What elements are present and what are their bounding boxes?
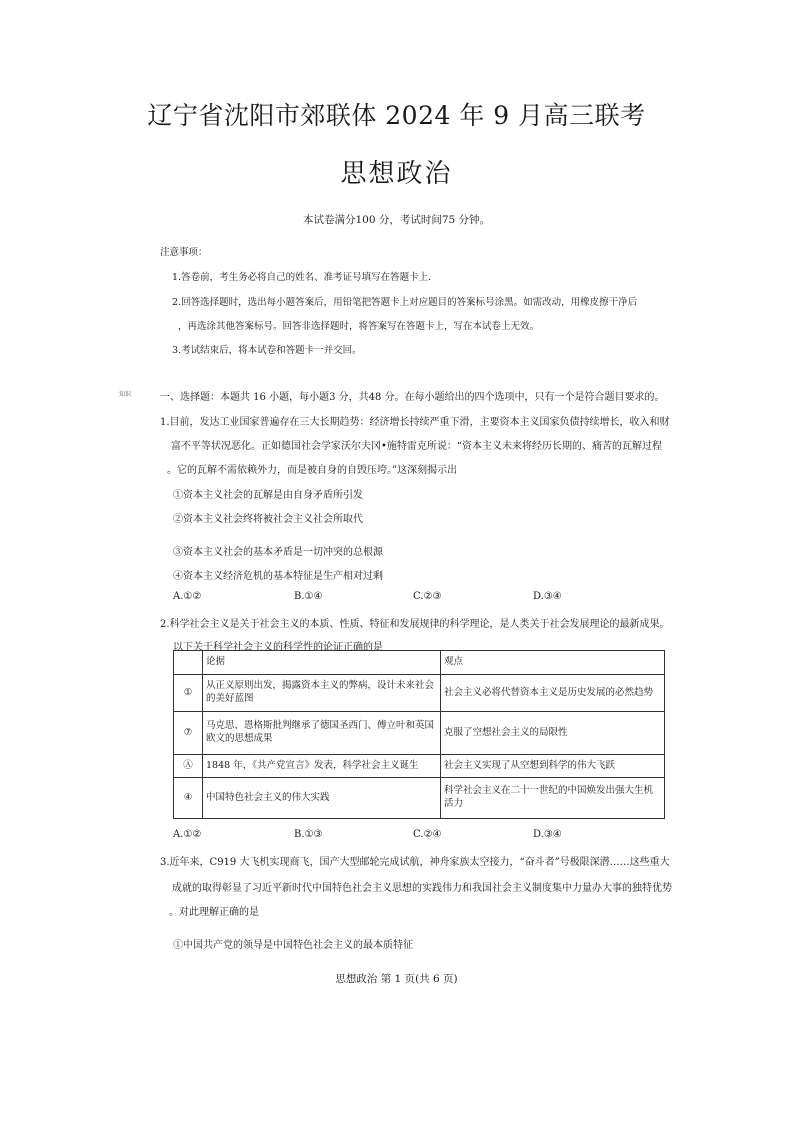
q1-line-2: 富不平等状况恶化。正如德国社会学家沃尔夫冈•施特雷克所说：“资本主义未来将经历长期的、痛苦的瓦解过程 bbox=[171, 441, 663, 452]
q1-statement-1: ①资本主义社会的瓦解是由自身矛盾所引发 bbox=[173, 490, 363, 501]
table-header-num bbox=[174, 651, 203, 675]
margin-note: 知识 bbox=[119, 391, 132, 398]
q2-option-a: A.①② bbox=[173, 829, 202, 840]
q3-statement-1: ①中国共产党的领导是中国特色社会主义的最本质特征 bbox=[173, 940, 413, 951]
row-number: ④ bbox=[174, 778, 203, 819]
q1-option-c: C.②③ bbox=[413, 591, 442, 602]
notice-heading: 注意事项： bbox=[160, 247, 208, 258]
notice-item-1: 1.答卷前，考生务必将自己的姓名、准考证号填写在答题卡上. bbox=[172, 272, 432, 283]
row-number: Ⓐ bbox=[174, 755, 203, 778]
q2-option-d: D.③④ bbox=[533, 829, 562, 840]
row-view: 社会主义实现了从空想到科学的伟大飞跃 bbox=[441, 755, 665, 778]
row-argument: 1848 年，《共产党宣言》发表，科学社会主义诞生 bbox=[203, 755, 441, 778]
section-heading: 一、选择题：本题共 16 小题，每小题3 分，共48 分。在每小题给出的四个选项中，只有一个是符合题目要求的。 bbox=[160, 392, 665, 403]
row-view: 克服了空想社会主义的局限性 bbox=[441, 712, 665, 755]
q1-statement-3: ③资本主义社会的基本矛盾是一切冲突的总根源 bbox=[173, 547, 383, 558]
paper-title: 辽宁省沈阳市郊联体 2024 年 9 月高三联考 bbox=[147, 101, 646, 130]
q1-option-a: A.①② bbox=[173, 591, 202, 602]
q1-statement-2: ②资本主义社会终将被社会主义社会所取代 bbox=[173, 514, 363, 525]
row-argument: 马克思、恩格斯批判继承了德国圣西门、傅立叶和英国欧文的思想成果 bbox=[203, 712, 441, 755]
row-view: 科学社会主义在二十一世纪的中国焕发出强大生机活力 bbox=[441, 778, 665, 819]
q1-option-d: D.③④ bbox=[533, 591, 562, 602]
q2-line-1: 2.科学社会主义是关于社会主义的本质、性质、特征和发展规律的科学理论，是人类关于社会发展理论的最新成果。 bbox=[160, 619, 670, 630]
notice-item-2-cont: ，再选涂其他答案标号。回答非选择题时，将答案写在答题卡上，写在本试卷上无效。 bbox=[178, 321, 540, 332]
q3-line-1: 3.近年来，C919 大飞机实现商飞，国产大型邮轮完成试航，神舟家族太空接力，“奋斗者”号极限深潜……这些重大 bbox=[160, 857, 670, 868]
row-argument: 从正义原则出发，揭露资本主义的弊病，设计未来社会的美好蓝图 bbox=[203, 675, 441, 712]
row-argument: 中国特色社会主义的伟大实践 bbox=[203, 778, 441, 819]
subject-title: 思想政治 bbox=[340, 159, 453, 189]
table-row bbox=[174, 755, 665, 778]
row-number: ⑦ bbox=[174, 712, 203, 755]
table-row bbox=[174, 778, 665, 819]
exam-info: 本试卷满分100 分，考试时间75 分钟。 bbox=[302, 214, 491, 226]
q1-option-b: B.①④ bbox=[294, 591, 323, 602]
q2-line-2: 以下关于科学社会主义的科学性的论证正确的是 bbox=[173, 642, 383, 653]
row-view: 社会主义必将代替资本主义是历史发展的必然趋势 bbox=[441, 675, 665, 712]
table-header-argument: 论据 bbox=[203, 651, 441, 675]
notice-item-3: 3.考试结束后，将本试卷和答题卡一并交回。 bbox=[172, 345, 362, 356]
page-footer: 思想政治 第 1 页(共 6 页) bbox=[335, 973, 458, 985]
q3-line-3: 。对此理解正确的是 bbox=[169, 907, 259, 918]
q1-line-3: 。它的瓦解不需依赖外力，而是被自身的自毁压垮。”这深刻揭示出 bbox=[167, 465, 458, 476]
table-row bbox=[174, 712, 665, 755]
table-row bbox=[174, 675, 665, 712]
q2-option-b: B.①③ bbox=[294, 829, 323, 840]
row-number: ① bbox=[174, 675, 203, 712]
q3-line-2: 成就的取得彰显了习近平新时代中国特色社会主义思想的实践伟力和我国社会主义制度集中力量办大事的独特优势 bbox=[172, 883, 672, 894]
table-header-row bbox=[174, 651, 665, 675]
notice-item-2: 2.回答选择题时，选出每小题答案后，用铅笔把答题卡上对应题目的答案标号涂黑。如需改动，用橡皮擦干净后 bbox=[172, 297, 638, 308]
table-header-view: 观点 bbox=[441, 651, 665, 675]
q2-option-c: C.②④ bbox=[413, 829, 442, 840]
q1-statement-4: ④资本主义经济危机的基本特征是生产相对过剩 bbox=[173, 571, 383, 582]
q2-table bbox=[173, 650, 665, 819]
q1-line-1: 1.目前，发达工业国家普遍存在三大长期趋势：经济增长持续严重下滑，主要资本主义国家负债持续增长，收入和财 bbox=[160, 417, 670, 428]
